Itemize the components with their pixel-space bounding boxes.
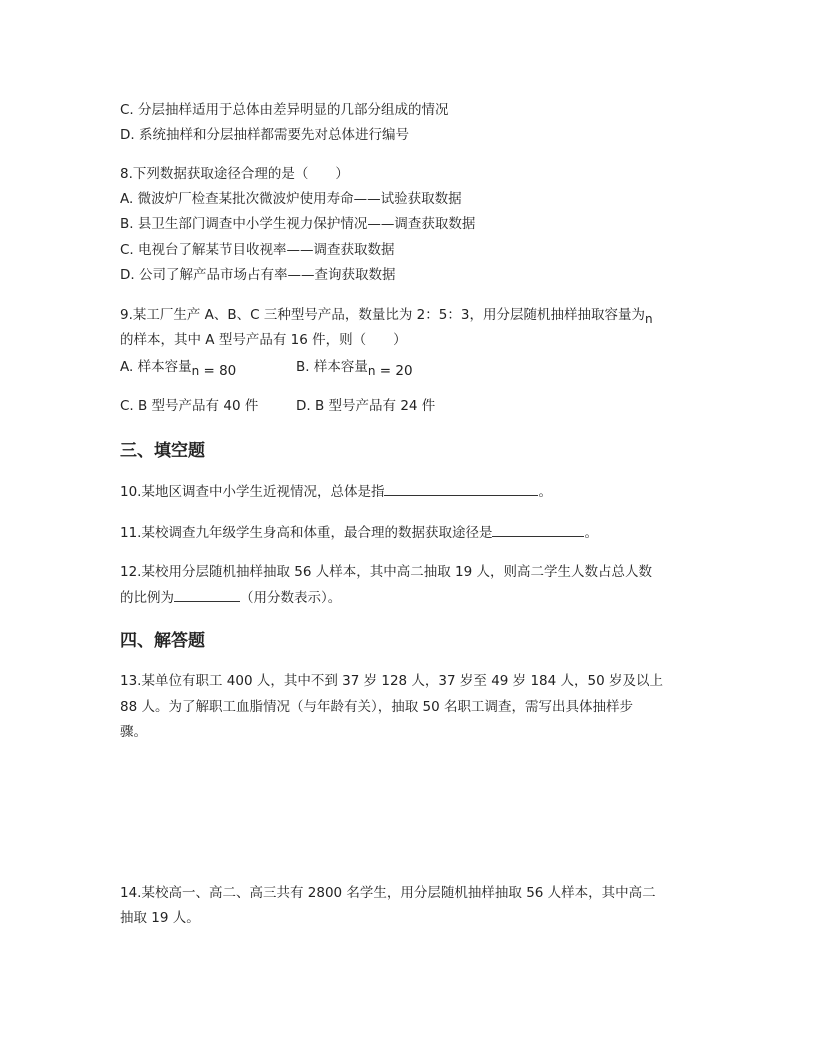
q12-answer-blank[interactable] (174, 587, 240, 602)
section3-title: 三、填空题 (120, 441, 205, 461)
q11 (120, 522, 598, 543)
q12-suffix: （用分数表示）。 (240, 590, 342, 606)
q9-option-b-n: n (367, 364, 376, 378)
q11-answer-blank[interactable] (492, 522, 584, 537)
q9-option-b (296, 357, 413, 377)
q12-line2 (120, 587, 341, 608)
q13-line3: 骤。 (120, 724, 147, 740)
q7-option-c: C. 分层抽样适用于总体由差异明显的几部分组成的情况 (120, 102, 449, 118)
q9-stem-text: 9.某工厂生产 A、B、C 三种型号产品，数量比为 2：5：3，用分层随机抽样抽取容量为 (120, 307, 645, 323)
q7-option-d: D. 系统抽样和分层抽样都需要先对总体进行编号 (120, 127, 409, 143)
q9-option-b-prefix: B. 样本容量 (296, 359, 368, 375)
q8-option-a: A. 微波炉厂检查某批次微波炉使用寿命——试验获取数据 (120, 191, 462, 207)
q8-stem: 8.下列数据获取途径合理的是（ ） (120, 166, 349, 182)
q10-answer-blank[interactable] (384, 481, 538, 496)
q12-line1: 12.某校用分层随机抽样抽取 56 人样本，其中高二抽取 19 人，则高二学生人数占总人数 (120, 564, 652, 580)
q9-option-d: D. B 型号产品有 24 件 (296, 398, 436, 414)
q9-option-a-value: = 80 (199, 363, 237, 379)
q8-option-c: C. 电视台了解某节目收视率——调查获取数据 (120, 242, 395, 258)
q10 (120, 481, 552, 502)
q12-text: 的比例为 (120, 590, 174, 606)
q14-line1: 14.某校高一、高二、高三共有 2800 名学生，用分层随机抽样抽取 56 人样本，其中高二 (120, 885, 656, 901)
q9-option-c: C. B 型号产品有 40 件 (120, 398, 259, 414)
q9-stem-line2: 的样本，其中 A 型号产品有 16 件，则（ ） (120, 332, 407, 348)
q9-var-n: n (644, 312, 653, 326)
q9-option-a-n: n (191, 364, 200, 378)
q11-suffix: 。 (584, 525, 598, 541)
q8-option-d: D. 公司了解产品市场占有率——查询获取数据 (120, 267, 396, 283)
q11-text: 11.某校调查九年级学生身高和体重，最合理的数据获取途径是 (120, 525, 493, 541)
q8-option-b: B. 县卫生部门调查中小学生视力保护情况——调查获取数据 (120, 216, 476, 232)
q9-option-a-prefix: A. 样本容量 (120, 359, 192, 375)
q10-suffix: 。 (538, 484, 552, 500)
q10-text: 10.某地区调查中小学生近视情况，总体是指 (120, 484, 385, 500)
section4-title: 四、解答题 (120, 631, 205, 651)
q9-option-b-value: = 20 (375, 363, 413, 379)
q13-line1: 13.某单位有职工 400 人，其中不到 37 岁 128 人，37 岁至 49 岁 184 人，50 岁及以上 (120, 673, 663, 689)
q14-line2: 抽取 19 人。 (120, 910, 200, 926)
q13-line2: 88 人。为了解职工血脂情况（与年龄有关），抽取 50 名职工调查，需写出具体抽样步 (120, 699, 633, 715)
q9-stem-line1 (120, 305, 653, 325)
q9-option-a (120, 357, 236, 377)
